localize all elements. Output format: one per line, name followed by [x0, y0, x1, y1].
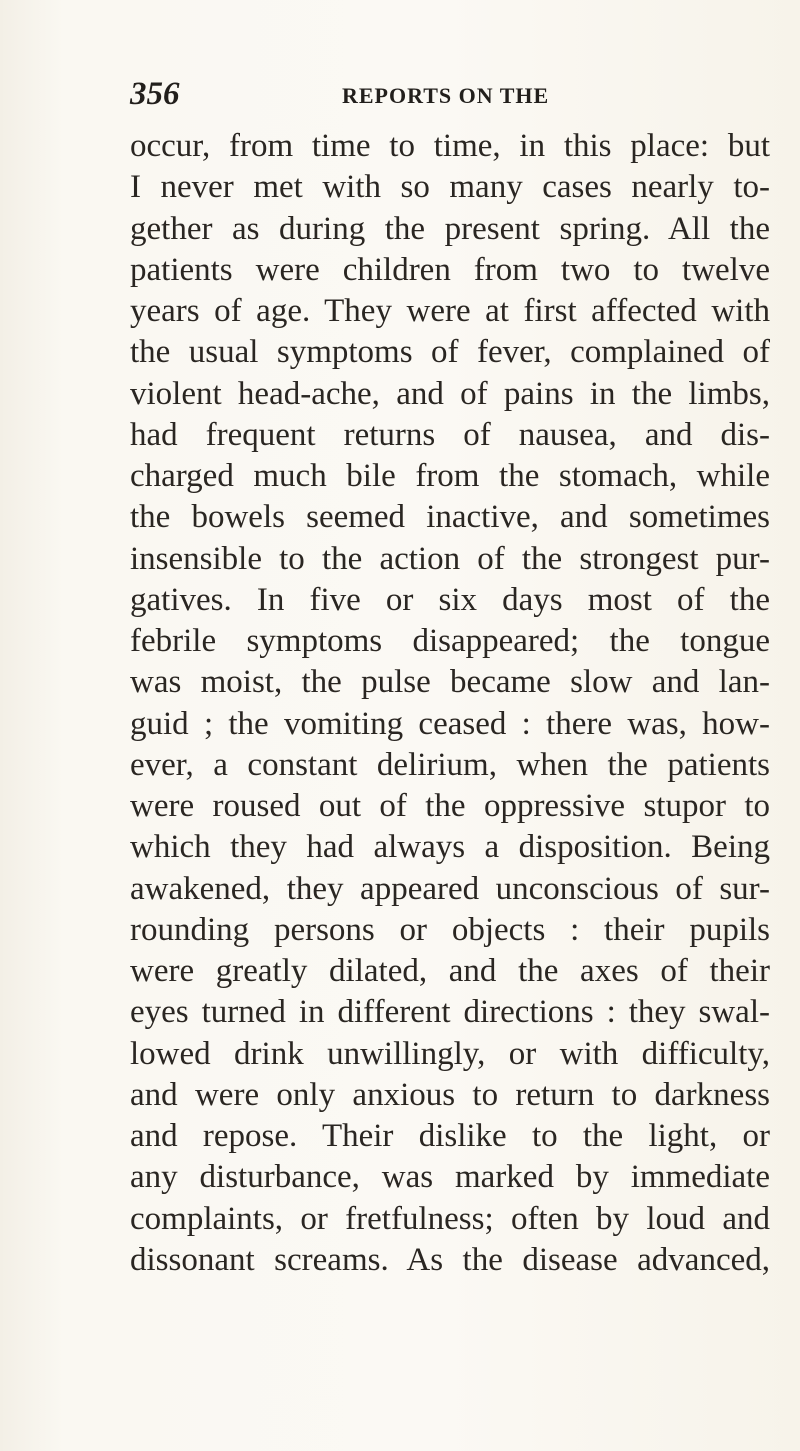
text-line: occur, from time to time, in this place: but — [130, 128, 770, 164]
text-line: complaints, or fretfulness; often by loud and — [130, 1200, 770, 1237]
text-line: any disturbance, was marked by immediate — [130, 1159, 770, 1196]
text-line: gether as during the present spring. All the — [130, 210, 770, 247]
text-line: the bowels seemed inactive, and sometimes — [130, 499, 770, 536]
text-line: gatives. In five or six days most of the — [130, 581, 770, 618]
text-line: and were only anxious to return to darkness — [130, 1076, 770, 1113]
text-line: were roused out of the oppressive stupor to — [130, 788, 770, 824]
text-line: ever, a constant delirium, when the patients — [130, 746, 770, 783]
text-line: patients were children from two to twelve — [130, 251, 770, 288]
text-line: had frequent returns of nausea, and dis- — [130, 416, 770, 453]
text-line: lowed drink unwillingly, or with difficulty, — [130, 1035, 770, 1072]
text-line: were greatly dilated, and the axes of their — [130, 953, 770, 989]
text-line: charged much bile from the stomach, while — [130, 458, 770, 494]
text-line: and repose. Their dislike to the light, or — [130, 1118, 770, 1154]
text-line: violent head-ache, and of pains in the limbs, — [130, 375, 770, 412]
text-line: I never met with so many cases nearly to- — [130, 169, 770, 206]
page-number: 356 — [130, 76, 180, 112]
text-line: febrile symptoms disappeared; the tongue — [130, 623, 770, 659]
text-line: awakened, they appeared unconscious of sur- — [130, 870, 770, 907]
text-line: insensible to the action of the strongest pur- — [130, 540, 770, 577]
text-line: dissonant screams. As the disease advanced, — [130, 1241, 770, 1278]
text-line: the usual symptoms of fever, complained of — [130, 334, 770, 371]
text-line: guid ; the vomiting ceased : there was, how- — [130, 705, 770, 742]
text-line: which they had always a disposition. Being — [130, 829, 770, 866]
text-line: was moist, the pulse became slow and lan- — [130, 664, 770, 701]
page-header — [130, 76, 770, 116]
running-head: REPORTS ON THE — [342, 83, 550, 108]
text-line: eyes turned in different directions : they swal- — [130, 994, 770, 1031]
text-line: years of age. They were at first affected with — [130, 293, 770, 329]
text-line: rounding persons or objects : their pupils — [130, 911, 770, 948]
body-text — [130, 126, 770, 1281]
